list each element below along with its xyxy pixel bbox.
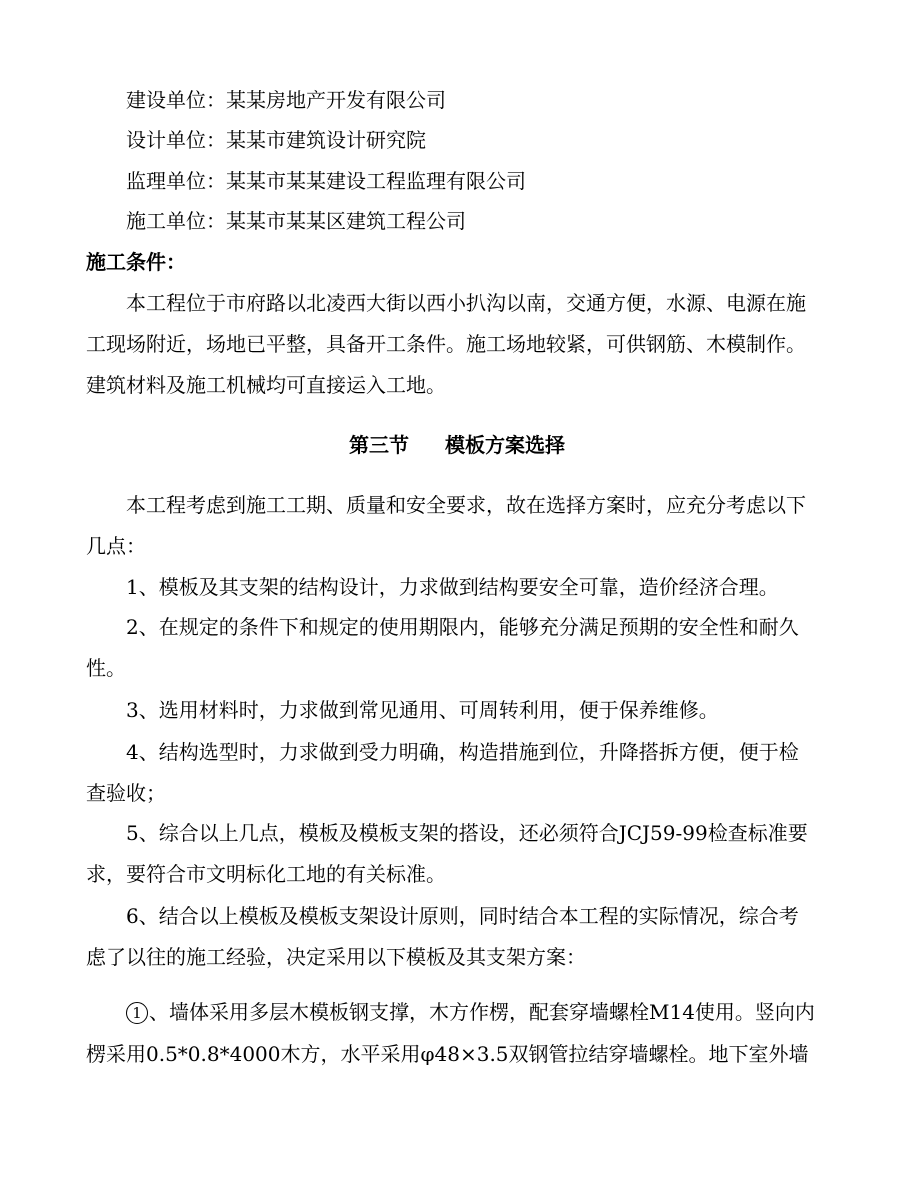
unit-value: 某某市某某建设工程监理有限公司 [226, 169, 526, 193]
point-4-continuation: 查验收； [86, 781, 166, 805]
point-2-continuation: 性。 [86, 656, 126, 680]
point-6: 6、结合以上模板及模板支架设计原则，同时结合本工程的实际情况，综合考 [126, 904, 799, 928]
conditions-line: 工现场附近，场地已平整，具备开工条件。施工场地较紧，可供钢筋、木模制作。 [86, 332, 806, 356]
unit-line-contractor [126, 208, 466, 234]
intro-line: 本工程考虑到施工工期、质量和安全要求，故在选择方案时，应充分考虑以下 [126, 493, 806, 517]
unit-value: 某某市某某区建筑工程公司 [226, 209, 466, 233]
intro-line: 几点： [86, 534, 146, 558]
scheme-line [126, 999, 815, 1025]
point-1: 1、模板及其支架的结构设计，力求做到结构要安全可靠，造价经济合理。 [126, 575, 779, 599]
scheme-text: 、墙体采用多层木模板钢支撑，木方作楞，配套穿墙螺栓M14使用。竖向内 [149, 1000, 815, 1024]
point-2: 2、在规定的条件下和规定的使用期限内，能够充分满足预期的安全性和耐久 [126, 615, 799, 639]
unit-line-designer [126, 127, 426, 153]
section-heading [349, 432, 565, 458]
point-3: 3、选用材料时，力求做到常见通用、可周转利用，便于保养维修。 [126, 698, 719, 722]
section-number: 第三节 [349, 433, 409, 457]
point-6-continuation: 虑了以往的施工经验，决定采用以下模板及其支架方案： [86, 945, 586, 969]
unit-label: 建设单位： [126, 88, 226, 112]
unit-label: 设计单位： [126, 128, 226, 152]
section-title: 模板方案选择 [445, 433, 565, 457]
scheme-continuation: 楞采用0.5*0.8*4000木方，水平采用φ48×3.5双钢管拉结穿墙螺栓。地下室外墙 [86, 1042, 809, 1066]
conditions-line: 建筑材料及施工机械均可直接运入工地。 [86, 373, 446, 397]
point-5: 5、综合以上几点，模板及模板支架的搭设，还必须符合JCJ59-99检查标准要 [126, 821, 808, 845]
unit-line-developer [126, 87, 446, 113]
circled-number-marker: 1 [126, 1002, 148, 1024]
point-4: 4、结构选型时，力求做到受力明确，构造措施到位，升降搭拆方便，便于检 [126, 740, 799, 764]
conditions-line: 本工程位于市府路以北凌西大街以西小扒沟以南，交通方便，水源、电源在施 [126, 291, 806, 315]
unit-label: 监理单位： [126, 169, 226, 193]
conditions-heading: 施工条件： [86, 250, 186, 274]
unit-value: 某某房地产开发有限公司 [226, 88, 446, 112]
unit-label: 施工单位： [126, 209, 226, 233]
unit-line-supervisor [126, 168, 526, 194]
point-5-continuation: 求，要符合市文明标化工地的有关标准。 [86, 862, 446, 886]
unit-value: 某某市建筑设计研究院 [226, 128, 426, 152]
